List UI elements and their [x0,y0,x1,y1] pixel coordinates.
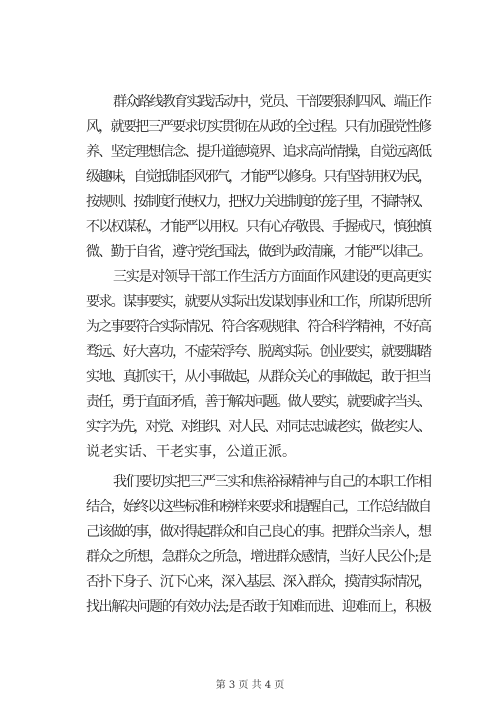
paragraph-line: 级趣味，自觉抵制歪风邪气，才能严以修身。只有坚持用权为民， [86,169,430,185]
paragraph-line: 实地、真抓实干，从小事做起，从群众关心的事做起，敢于担当 [86,369,431,385]
paragraph-line: 实字为先，对党、对组织、对人民、对同志忠诚老实，做老实人、 [86,419,430,435]
paragraph-line: 群众之所想，急群众之所急，增进群众感情，当好人民公仆;是 [86,549,431,565]
paragraph-line: 为之事要符合实际情况、符合客观规律、符合科学精神，不好高 [86,319,431,335]
paragraph-line: 结合，始终以这些标准和榜样来要求和提醒自己，工作总结做自 [86,499,431,515]
page-footer: 第 3 页 共 4 页 [215,680,285,691]
paragraph-line: 群众路线教育实践活动中，党员、干部要狠刹四风、端正作 [113,94,431,110]
paragraph-line: 要求。谋事要实，就要从实际出发谋划事业和工作，所谋所思所 [86,294,431,310]
paragraph-line: 微、勤于自省，遵守党纪国法，做到为政清廉，才能严以律己。 [86,244,431,260]
paragraph-line: 找出解决问题的有效办法;是否敢于知难而进、迎难而上，积极 [86,599,431,615]
paragraph-line: 养、坚定理想信念、提升道德境界、追求高尚情操，自觉远离低 [86,144,431,160]
paragraph-line: 我们要切实把三严三实和焦裕禄精神与自己的本职工作相 [113,474,431,490]
paragraph-line: 不以权谋私，才能严以用权。只有心存敬畏、手握戒尺，慎独慎 [86,219,431,235]
paragraph-line: 否扑下身子、沉下心来，深入基层、深入群众，摸清实际情况， [86,574,431,590]
paragraph-line: 按规则、按制度行使权力，把权力关进制度的笼子里，不搞特权、 [86,194,430,210]
paragraph-line: 三实是对领导干部工作生活方方面面作风建设的更高更实 [113,269,431,285]
paragraph-line: 责任，勇于直面矛盾，善于解决问题。做人要实，就要诚字当头、 [86,394,430,410]
paragraph-line: 己该做的事，做对得起群众和自己良心的事。把群众当亲人，想 [86,524,431,540]
paragraph-line: 骛远、好大喜功，不虚荣浮夸、脱离实际。创业要实，就要脚踏 [86,344,431,360]
paragraph-line: 风，就要把三严要求切实贯彻在从政的全过程。只有加强党性修 [86,119,431,135]
paragraph-line: 说老实话、干老实事，公道正派。 [86,444,296,460]
